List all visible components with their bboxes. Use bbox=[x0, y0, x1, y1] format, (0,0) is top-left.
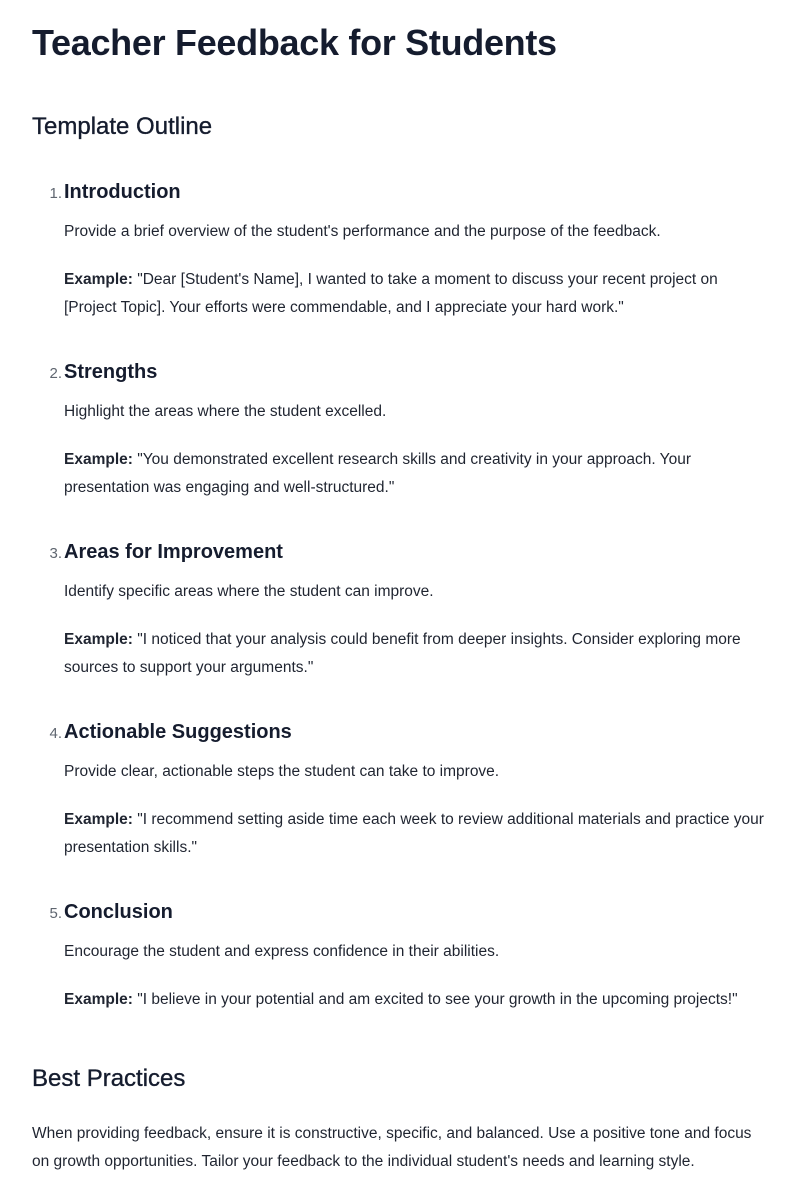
best-practices-heading: Best Practices bbox=[32, 1065, 186, 1092]
best-practices-text: When providing feedback, ensure it is constructive, specific, and balanced. Use a positive tone and focus on growth opportunities. Tailor your feedback to the individual student's needs and learning style. bbox=[32, 1125, 752, 1170]
example-text: "Dear [Student's Name], I wanted to take a moment to discuss your recent project on [Project Topic]. Your efforts were commendable, and I appreciate your hard work." bbox=[64, 271, 718, 316]
item-example bbox=[64, 806, 772, 862]
template-outline-heading: Template Outline bbox=[32, 113, 213, 140]
example-label: Example: bbox=[64, 631, 133, 648]
item-number: 1. bbox=[49, 185, 62, 202]
item-number: 5. bbox=[49, 905, 62, 922]
item-title: Areas for Improvement bbox=[64, 541, 283, 563]
example-label: Example: bbox=[64, 991, 133, 1008]
item-title: Conclusion bbox=[64, 901, 173, 923]
item-example bbox=[64, 986, 772, 1014]
example-text: "I recommend setting aside time each week to review additional materials and practice your presentation skills." bbox=[64, 811, 764, 856]
item-description: Provide clear, actionable steps the student can take to improve. bbox=[64, 763, 500, 780]
example-text: "I believe in your potential and am excited to see your growth in the upcoming projects!" bbox=[137, 991, 738, 1008]
item-title: Strengths bbox=[64, 361, 158, 383]
item-description: Encourage the student and express confidence in their abilities. bbox=[64, 943, 500, 960]
item-example bbox=[64, 266, 772, 322]
item-title: Introduction bbox=[64, 181, 181, 203]
example-label: Example: bbox=[64, 451, 133, 468]
item-number: 4. bbox=[49, 725, 62, 742]
item-description: Identify specific areas where the student can improve. bbox=[64, 583, 434, 600]
item-title: Actionable Suggestions bbox=[64, 721, 292, 743]
item-description: Provide a brief overview of the student's performance and the purpose of the feedback. bbox=[64, 223, 661, 240]
item-example bbox=[64, 626, 772, 682]
item-example bbox=[64, 446, 772, 502]
example-text: "You demonstrated excellent research skills and creativity in your approach. Your presentation was engaging and well-structured." bbox=[64, 451, 692, 496]
example-label: Example: bbox=[64, 271, 133, 288]
item-number: 2. bbox=[49, 365, 62, 382]
item-number: 3. bbox=[49, 545, 62, 562]
example-label: Example: bbox=[64, 811, 133, 828]
example-text: "I noticed that your analysis could benefit from deeper insights. Consider exploring more sources to support your arguments." bbox=[64, 631, 741, 676]
page-title: Teacher Feedback for Students bbox=[32, 22, 557, 63]
item-description: Highlight the areas where the student excelled. bbox=[64, 403, 387, 420]
